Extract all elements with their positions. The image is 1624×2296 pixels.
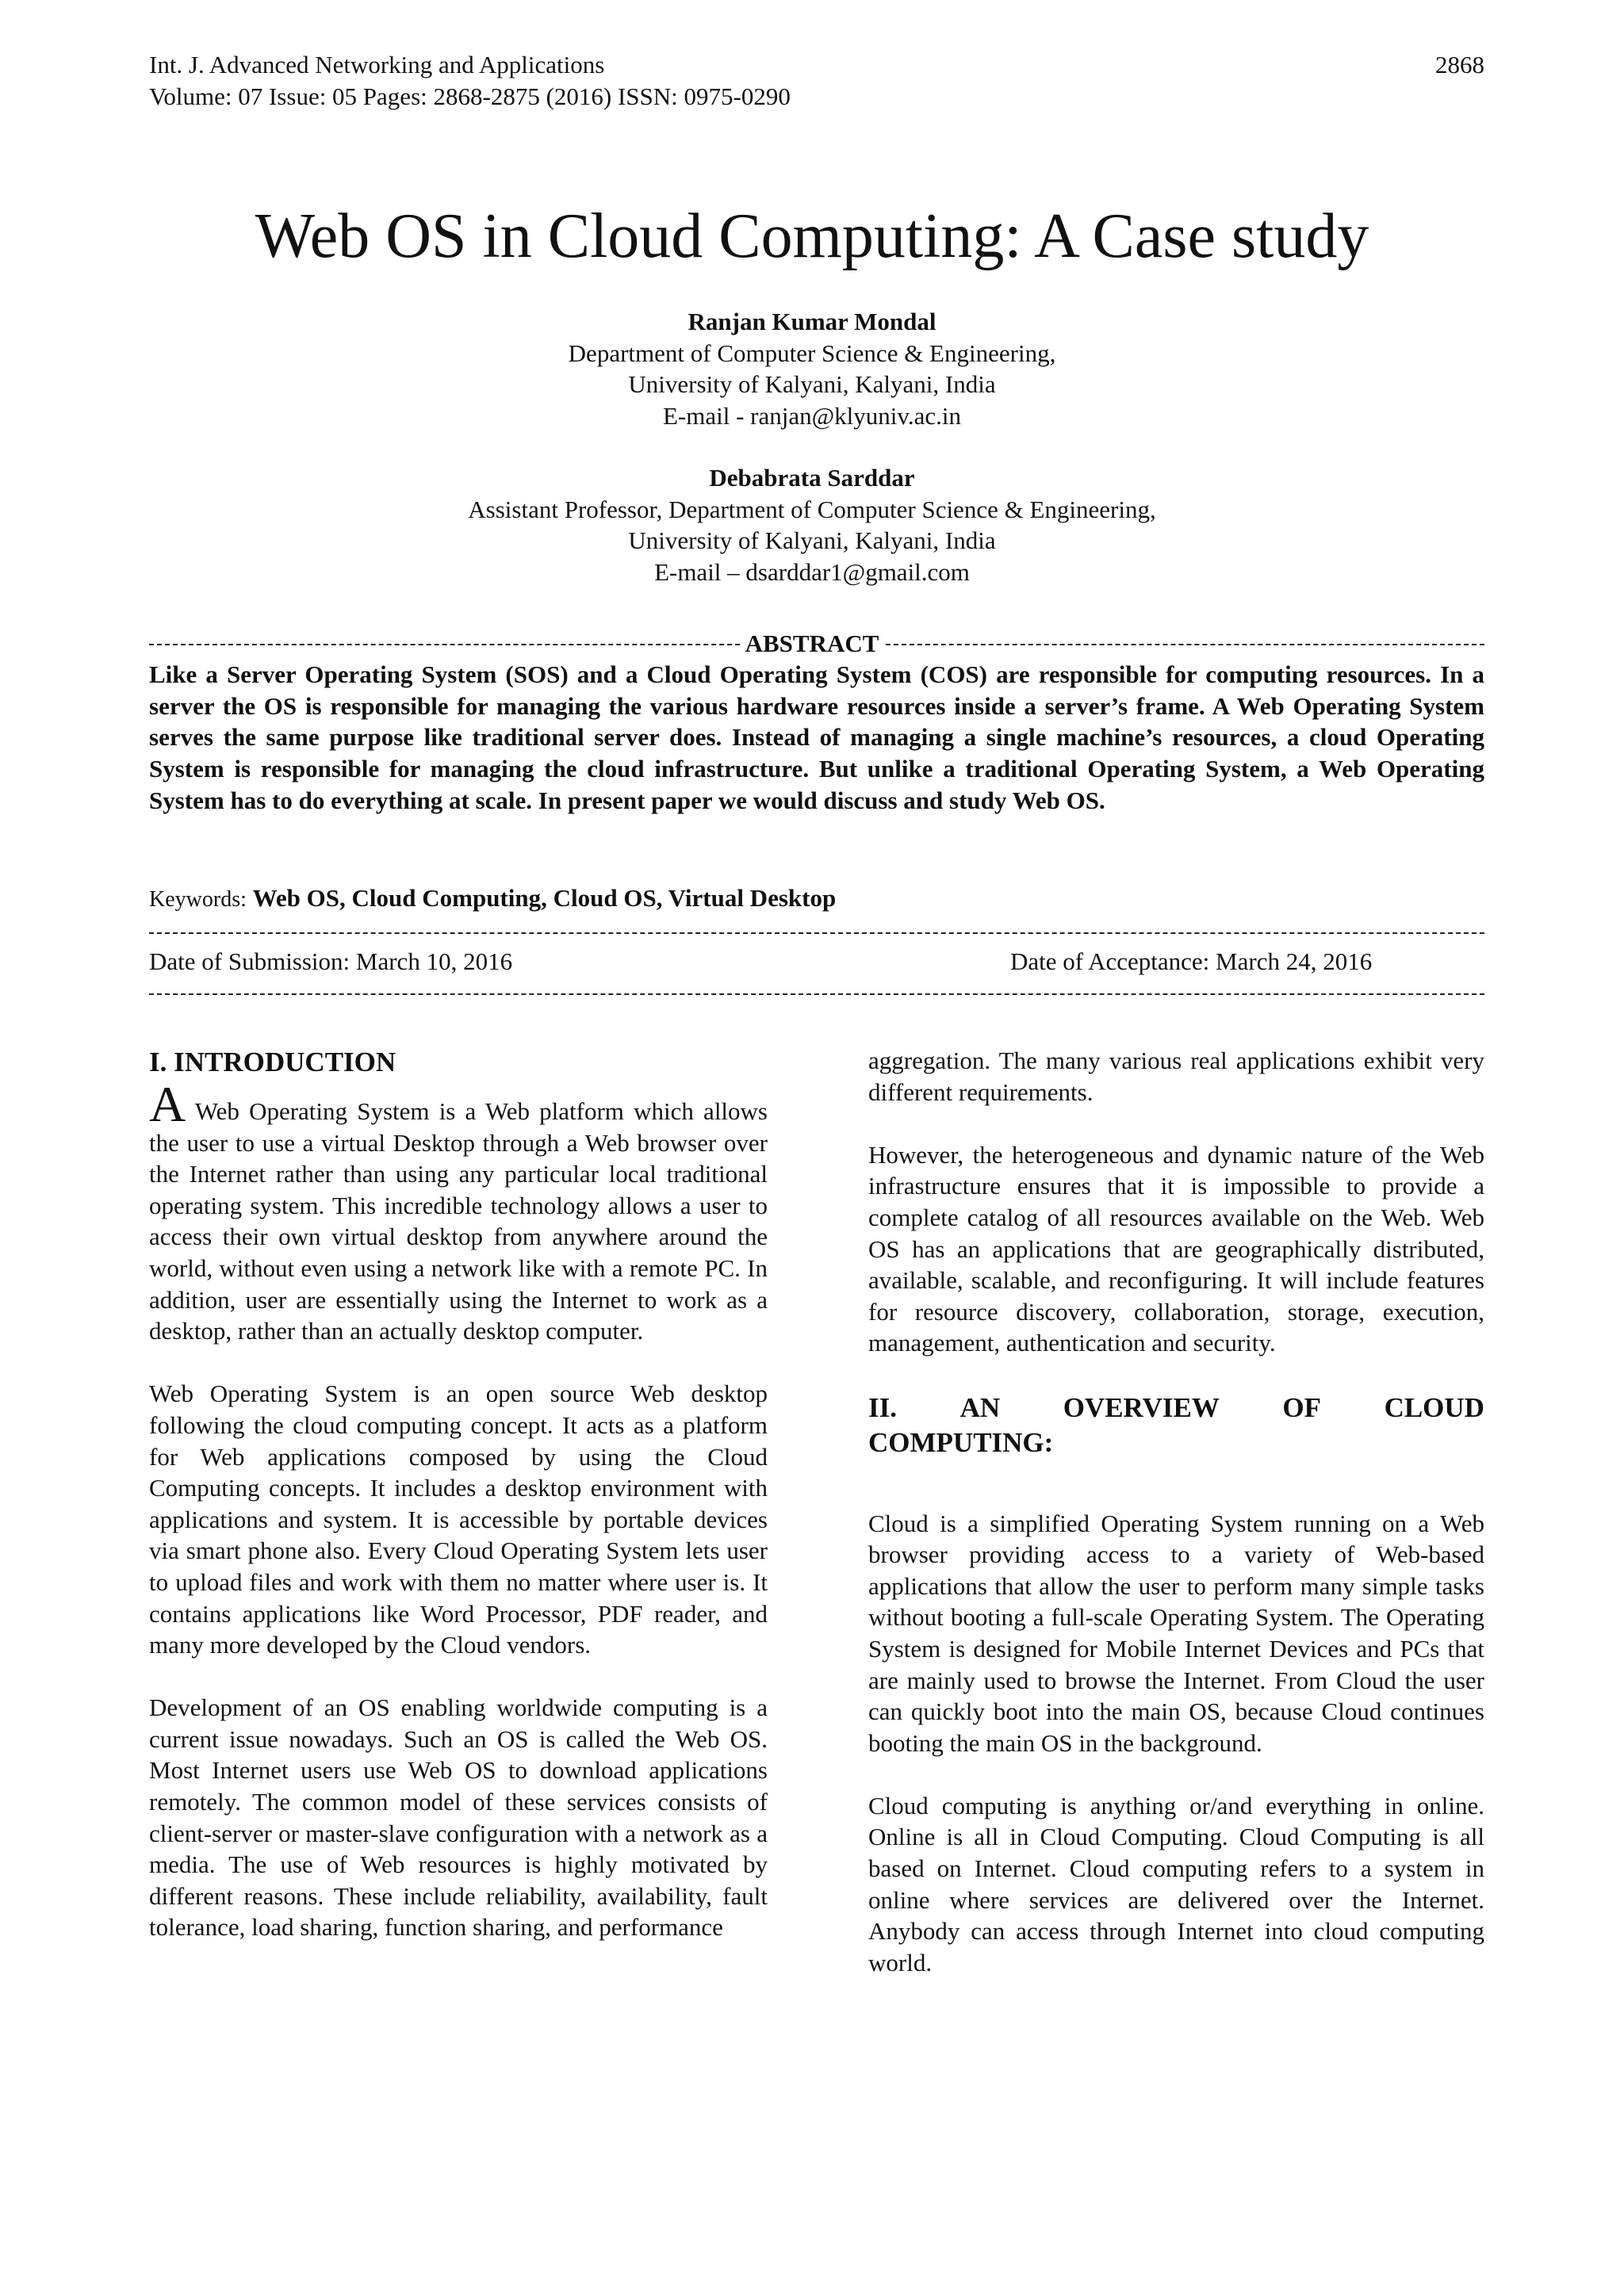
author-block	[0, 306, 1624, 431]
paragraph	[149, 1076, 768, 1347]
author-list	[0, 306, 1624, 618]
paragraph-text: Web Operating System is a Web platform which allows the user to use a virtual Desktop through a Web browser over the Internet rather than using any particular local traditional operating system. This incredible technology allows a user to access their own virtual desktop from anywhere around the world, without even using a network like with a remote PC. In addition, user are essentially using the Internet to work as a desktop, rather than an actually desktop computer.	[149, 1097, 768, 1345]
page-number: 2868	[1435, 51, 1484, 78]
paper-title: Web OS in Cloud Computing: A Case study	[255, 201, 1369, 271]
heading-word: OVERVIEW	[1063, 1391, 1220, 1423]
dates-row	[149, 946, 1484, 978]
author-email: E-mail - ranjan@klyuniv.ac.in	[662, 401, 962, 430]
section-heading: I. INTRODUCTION	[149, 1047, 396, 1077]
acceptance-date: Date of Acceptance: March 24, 2016	[1010, 947, 1373, 975]
author-affiliation: Assistant Professor, Department of Computer Science & Engineering,	[468, 495, 1156, 523]
paragraph: Web Operating System is an open source Web desktop following the cloud computing concept. It acts as a platform for Web applications composed by using the Cloud Computing concepts. It includes a desktop environment with applications and system. It is accessible by portable devices via smart phone also. Every Cloud Operating System lets user to upload files and work with them no matter where user is. It contains applications like Word Processor, PDF reader, and many more developed by the Cloud vendors.	[149, 1380, 768, 1659]
paragraph: Cloud computing is anything or/and everything in online. Online is all in Cloud Computing. Cloud Computing is all based on Internet. Cloud computing refers to a system in online where services are delivered over the Internet. Anybody can access through Internet into cloud computing world.	[868, 1791, 1484, 1976]
left-column	[149, 1045, 768, 1975]
dropcap: A	[149, 1076, 186, 1132]
heading-word: OF	[1282, 1391, 1321, 1423]
author-affiliation: Department of Computer Science & Engineering,	[568, 339, 1056, 367]
paragraph: aggregation. The many various real applications exhibit very different requirements.	[868, 1047, 1484, 1106]
keywords-label: Keywords:	[149, 887, 247, 912]
author-name: Debabrata Sarddar	[709, 464, 915, 492]
keywords-value: Web OS, Cloud Computing, Cloud OS, Virtual Desktop	[252, 884, 837, 912]
keywords	[149, 882, 1484, 916]
author-affiliation: University of Kalyani, Kalyani, India	[628, 526, 996, 554]
author-affiliation: University of Kalyani, Kalyani, India	[628, 370, 996, 398]
journal-name: Int. J. Advanced Networking and Applications	[149, 51, 605, 78]
divider	[149, 932, 1484, 934]
author-block	[0, 462, 1624, 587]
running-head	[149, 49, 1484, 113]
paragraph: Cloud is a simplified Operating System running on a Web browser providing access to a variety of Web-based applications that allow the user to perform many simple tasks without booting a full-scale Operating System. The Operating System is designed for Mobile Internet Devices and PCs that are mainly used to browse the Internet. From Cloud the user can quickly boot into the main OS, because Cloud continues booting the main OS in the background.	[868, 1509, 1484, 1757]
abstract-text: Like a Server Operating System (SOS) and a Cloud Operating System (COS) are responsible for computing resources. In a server the OS is responsible for managing the various hardware resources inside a server’s frame. A Web Operating System serves the same purpose like traditional server does. Instead of managing a single machine’s resources, a cloud Operating System is responsible for managing the cloud infrastructure. But unlike a traditional Operating System, a Web Operating System has to do everything at scale. In present paper we would discuss and study Web OS.	[149, 660, 1484, 814]
author-email: E-mail – dsarddar1@gmail.com	[654, 557, 970, 586]
paragraph: However, the heterogeneous and dynamic nature of the Web infrastructure ensures that it is impossible to provide a complete catalog of all resources available on the Web. Web OS has an applications that are geographically distributed, available, scalable, and reconfiguring. It will include features for resource discovery, collaboration, storage, execution, management, authentication and security.	[868, 1140, 1484, 1357]
divider	[149, 993, 1484, 995]
section-heading-line2: COMPUTING:	[868, 1426, 1054, 1458]
abstract-heading: ABSTRACT	[741, 629, 884, 657]
volume-line: Volume: 07 Issue: 05 Pages: 2868-2875 (2016) ISSN: 0975-0290	[149, 82, 791, 110]
heading-word: II.	[868, 1391, 897, 1423]
author-name: Ranjan Kumar Mondal	[688, 308, 936, 335]
abstract-heading-row	[0, 628, 1624, 660]
right-column	[868, 1045, 1484, 2010]
heading-word: CLOUD	[1384, 1391, 1484, 1423]
section-heading	[868, 1391, 1484, 1425]
submission-date: Date of Submission: March 10, 2016	[149, 947, 513, 975]
heading-word: AN	[959, 1391, 1001, 1423]
paragraph: Development of an OS enabling worldwide computing is a current issue nowadays. Such an OS is called the Web OS. Most Internet users use Web OS to download applications remotely. The common model of these services consists of client-server or master-slave configuration with a network as a media. The use of Web resources is highly motivated by different reasons. These include reliability, availability, fault tolerance, load sharing, function sharing, and performance	[149, 1693, 768, 1942]
